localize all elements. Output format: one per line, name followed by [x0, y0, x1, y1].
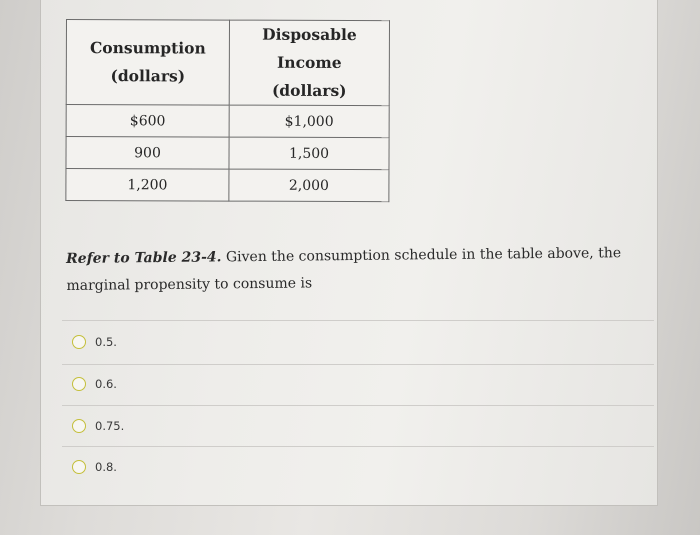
table-row: [66, 137, 389, 170]
question-text: [66, 240, 657, 300]
consumption-table: [65, 19, 390, 202]
divider: [62, 364, 654, 365]
answer-option[interactable]: [72, 377, 117, 391]
divider: [62, 446, 654, 447]
table-header-row: [66, 20, 389, 106]
table-row: [66, 105, 389, 138]
option-label: 0.6.: [95, 377, 117, 391]
radio-button[interactable]: [72, 377, 86, 391]
header-title: Consumption: [89, 38, 206, 58]
table-reference: Refer to Table 23-4.: [66, 249, 222, 267]
table-cell: $1,000: [229, 105, 389, 138]
answer-option[interactable]: [72, 335, 117, 349]
divider: [62, 405, 654, 406]
question-body: Given the consumption schedule in the table above, the marginal propensity to consume is: [66, 245, 622, 294]
table-header-disposable-income: [229, 20, 389, 106]
header-unit: (dollars): [110, 66, 186, 86]
option-label: 0.5.: [95, 335, 117, 349]
table-cell: 900: [66, 137, 229, 170]
radio-button[interactable]: [72, 335, 86, 349]
table-row: [66, 169, 389, 202]
table-cell: 1,200: [66, 169, 229, 202]
table-cell: $600: [66, 105, 229, 138]
header-title: Disposable Income: [262, 24, 357, 72]
header-unit: (dollars): [271, 80, 347, 100]
option-label: 0.8.: [95, 460, 117, 474]
table-cell: 1,500: [229, 137, 389, 170]
radio-button[interactable]: [72, 419, 86, 433]
option-label: 0.75.: [95, 419, 125, 433]
table-header-consumption: [66, 20, 229, 106]
table-cell: 2,000: [229, 169, 389, 202]
radio-button[interactable]: [72, 460, 86, 474]
divider: [62, 320, 654, 321]
answer-option[interactable]: [72, 460, 117, 474]
answer-option[interactable]: [72, 419, 124, 433]
